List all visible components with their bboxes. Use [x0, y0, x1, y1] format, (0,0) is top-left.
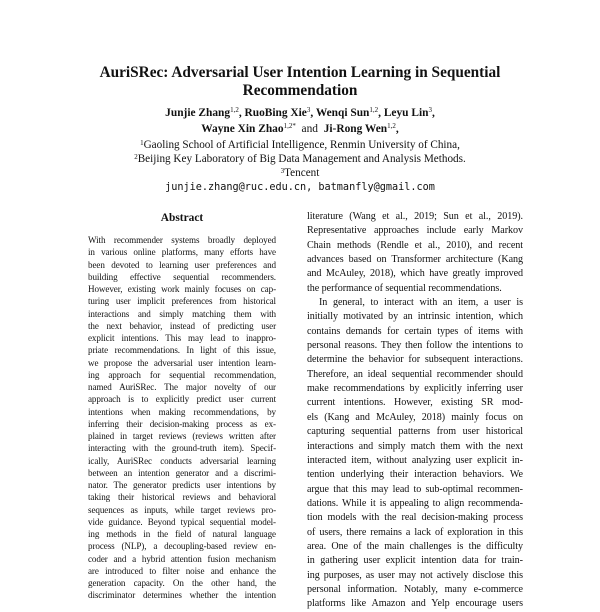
abstract-line: However, existing work mainly focuses on cap-	[88, 284, 276, 294]
affil-sup: 1	[140, 139, 144, 147]
author-affil-sup: 1,2*	[283, 122, 296, 130]
body-text-line: initially motivated by an intrinsic intention, which	[307, 311, 523, 323]
author-affil-sup: 3	[428, 106, 432, 114]
abstract-line: ing methods in the field of natural language	[88, 529, 276, 539]
author-affil-sup: 1,2	[230, 106, 239, 114]
body-text-line: area. One of the main challenges is the difficulty	[307, 540, 523, 552]
body-text-line: tion models with the real decision-making process	[307, 512, 523, 524]
abstract-line: sequences as inputs, while target reviews pro-	[88, 504, 276, 515]
abstract-line: the next behavior, instead of predicting user	[88, 320, 276, 331]
affil-sup: 2	[134, 153, 138, 161]
abstract-line: in various online platforms, many efforts have	[88, 247, 276, 258]
author-name: Leyu Lin	[383, 107, 429, 119]
abstract-line: ing approach for sequential recommendation,	[88, 369, 276, 380]
author-affil-sup: 1,2	[369, 106, 379, 114]
abstract-line: interacting with the ground-truth item). Specif-	[88, 443, 276, 454]
introduction-column	[307, 210, 523, 612]
abstract-line: discriminator determines whether the intention	[88, 590, 276, 601]
body-text-line: tention underlying their interaction behaviors. We	[307, 469, 523, 481]
affiliation-text: Beijing Key Laboratory of Big Data Management and Analysis Methods.	[137, 153, 466, 165]
affiliation-text: Gaoling School of Artificial Intelligence, Renmin University of China,	[143, 139, 460, 151]
abstract-line: building effective sequential recommenders.	[88, 271, 276, 282]
abstract-line: coder and a hybrid attention fusion mechanism	[88, 553, 276, 564]
affiliations	[40, 138, 560, 180]
abstract-line: explicit intentions. This may lead to inappro-	[88, 333, 276, 343]
abstract-line: vide guidance. Beyond typical sequential model-	[88, 516, 276, 527]
abstract-line: taking their historical reviews and behavioral	[88, 492, 276, 503]
author-name: Ji-Rong Wen	[323, 123, 388, 135]
author-name: RuoBing Xie	[244, 107, 307, 119]
body-text-line: dations. While it is appealing to align recommenda-	[307, 497, 523, 509]
author-name: Wayne Xin Zhao	[201, 123, 284, 135]
body-text-line: interacted item, without analyzing user explicit in-	[307, 454, 523, 466]
abstract-line: turing user implicit preferences from historical	[88, 296, 276, 307]
author-emails: junjie.zhang@ruc.edu.cn, batmanfly@gmail.com	[165, 182, 435, 193]
title-line-1: AuriSRec: Adversarial User Intention Learning in Sequential	[99, 64, 501, 81]
abstract-line: are introduced to filter noise and enhance the	[88, 565, 276, 576]
body-text-line: contains demands for certain types of items with	[307, 325, 523, 337]
body-text-line: determine the behavior for subsequent interactions.	[307, 354, 523, 366]
abstract-line: been devoted to learning user preferences and	[88, 259, 276, 270]
body-text-line: of users, there remains a lack of exploration in this	[307, 526, 523, 538]
author-name: Wenqi Sun	[315, 107, 370, 119]
body-text-line: interactions and simply match them with the next	[307, 440, 523, 452]
abstract-line: between an intention generator and a discrimi-	[88, 467, 276, 478]
affiliation-text: Tencent	[284, 167, 320, 179]
body-text-line: Chain methods (Rendle et al., 2010), and recent	[307, 239, 523, 251]
body-text-line: els (Kang and McAuley, 2018) mainly focus on	[307, 411, 523, 423]
abstract-line: named AuriSRec. The major novelty of our	[88, 382, 276, 392]
abstract-line: ically, AuriSRec conducts adversarial learning	[88, 455, 276, 466]
body-text-line: personal information. Notably, many e-commerce	[307, 583, 523, 595]
body-text-line: Representative approaches include early Markov	[307, 225, 523, 237]
body-text-line: capturing sequential patterns from user historical	[307, 426, 523, 438]
affil-sup: 3	[280, 167, 285, 175]
body-text-line: platforms like Amazon and Yelp encourage users	[307, 598, 523, 610]
title-line-2: Recommendation	[242, 82, 358, 99]
abstract-line: process (NLP), a decoupling-based review en-	[88, 541, 276, 552]
abstract-body	[88, 234, 276, 602]
abstract-line: plained in target reviews (reviews written after	[88, 431, 276, 441]
abstract-line: interactions and simply matching them with	[88, 308, 276, 319]
and-word: and	[301, 123, 318, 135]
abstract-line: priate recommendations. In light of this issue,	[88, 345, 276, 356]
author-list: Junjie Zhang$^{1,2}$, RuoBing Xie$^3$, Wenqi Sun$^{1,2}$, Leyu Lin$^3$, Wayne Xin Zhao$^{1,2*}$ and Ji-Rong Wen$^{1,2}$,	[165, 106, 435, 135]
body-text-line: and McAuley, 2018), which have greatly improved	[307, 268, 523, 280]
body-text-line: advances based on Transformer architecture (Kang	[307, 254, 523, 266]
abstract-line: intentions when making recommendations, by	[88, 406, 276, 417]
abstract-line: With recommender systems broadly deployed	[88, 235, 276, 245]
body-text-line: in gathering user explicit intention data for train-	[307, 555, 523, 567]
body-text-line: Therefore, an ideal sequential recommender should	[307, 368, 523, 380]
body-text-line: the performance of sequential recommendations.	[307, 282, 502, 294]
body-text-line: current intentions. However, existing SR mod-	[307, 397, 523, 409]
abstract-line: inferring their decision-making process as ex-	[88, 418, 276, 429]
body-text-line: argue that this may lead to sub-optimal recommen-	[307, 483, 523, 495]
abstract-line: generation capacity. On the other hand, the	[88, 578, 276, 588]
abstract-line: we propose the adversarial user intention learn-	[88, 357, 276, 368]
body-text-line: literature (Wang et al., 2019; Sun et al., 2019).	[307, 211, 523, 222]
author-affil-sup: 3	[306, 106, 311, 114]
abstract-heading: Abstract	[160, 212, 204, 224]
body-text-line: make recommendations by explicitly inferring user	[307, 383, 523, 395]
body-text-line: personal reasons. They then follow the intentions to	[307, 340, 523, 352]
paper-title	[60, 64, 540, 100]
author-affil-sup: 1,2	[387, 122, 396, 130]
abstract-line: approach is to explicitly predict user current	[88, 394, 276, 405]
body-text-line: ing purposes, as user may not actively disclose this	[307, 569, 523, 581]
author-name: Junjie Zhang	[165, 107, 231, 119]
body-text-line: In general, to interact with an item, a user is	[319, 297, 523, 309]
abstract-line: nator. The generator predicts user intentions by	[88, 480, 276, 490]
